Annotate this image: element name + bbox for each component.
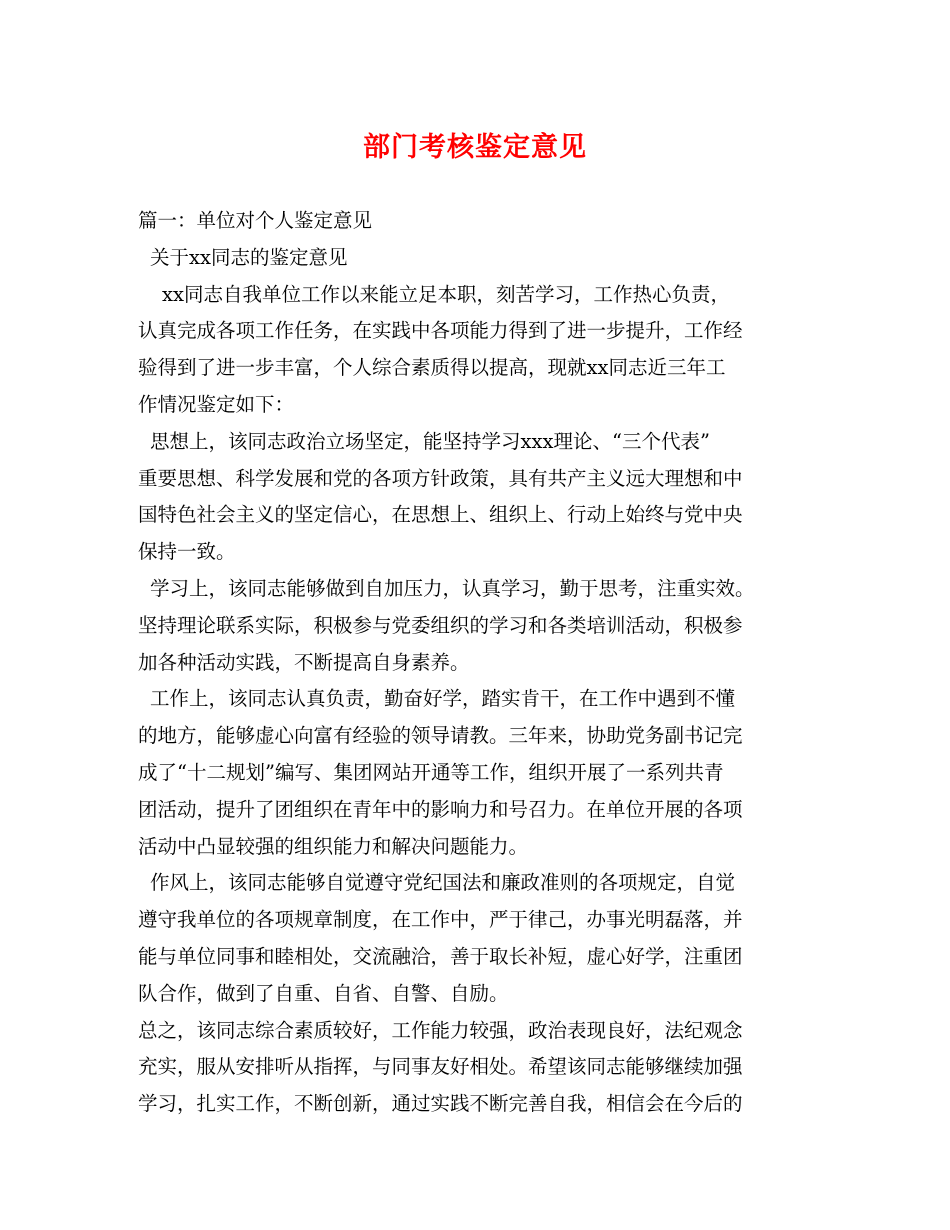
text-line: 作风上，该同志能够自觉遵守党纪国法和廉政准则的各项规定，自觉 [150, 871, 736, 895]
text-line: 思想上，该同志政治立场坚定，能坚持学习xxx理论、“三个代表” [150, 429, 710, 453]
text-line: 学习，扎实工作，不断创新，通过实践不断完善自我，相信会在今后的 [138, 1092, 743, 1116]
text-line: xx同志自我单位工作以来能立足本职，刻苦学习，工作热心负责， [162, 282, 730, 306]
text-line: 队合作，做到了自重、自省、自警、自励。 [138, 981, 509, 1005]
text-line: 篇一：单位对个人鉴定意见 [138, 209, 373, 232]
text-line: 工作上，该同志认真负责，勤奋好学，踏实肯干，在工作中遇到不懂 [150, 687, 736, 711]
text-line: 能与单位同事和睦相处，交流融洽，善于取长补短，虚心好学，注重团 [138, 944, 743, 968]
text-line: 关于xx同志的鉴定意见 [150, 245, 348, 269]
text-line: 验得到了进一步丰富，个人综合素质得以提高，现就xx同志近三年工 [138, 356, 726, 380]
text-line: 活动中凸显较强的组织能力和解决问题能力。 [138, 834, 529, 858]
document-title: 部门考核鉴定意见 [363, 132, 587, 163]
text-line: 重要思想、科学发展和党的各项方针政策，具有共产主义远大理想和中 [138, 466, 743, 490]
text-line: 学习上，该同志能够做到自加压力，认真学习，勤于思考，注重实效。 [150, 576, 755, 600]
text-line: 保持一致。 [138, 540, 236, 564]
text-line: 的地方，能够虚心向富有经验的领导请教。三年来，协助党务副书记完 [138, 724, 743, 748]
text-line: 国特色社会主义的坚定信心，在思想上、组织上、行动上始终与党中央 [138, 503, 743, 527]
text-line: 坚持理论联系实际，积极参与党委组织的学习和各类培训活动，积极参 [138, 613, 743, 637]
text-line: 遵守我单位的各项规章制度，在工作中，严于律己，办事光明磊落，并 [138, 908, 743, 932]
text-line: 成了“十二规划”编写、集团网站开通等工作，组织开展了一系列共青 [138, 760, 724, 784]
text-line: 加各种活动实践，不断提高自身素养。 [138, 650, 470, 674]
text-line: 团活动，提升了团组织在青年中的影响力和号召力。在单位开展的各项 [138, 797, 743, 821]
text-line: 作情况鉴定如下： [138, 392, 295, 416]
text-line: 总之，该同志综合素质较好，工作能力较强，政治表现良好，法纪观念 [138, 1018, 743, 1042]
text-line: 充实，服从安排听从指挥，与同事友好相处。希望该同志能够继续加强 [138, 1055, 743, 1079]
document-body [138, 203, 828, 1123]
text-line: 认真完成各项工作任务，在实践中各项能力得到了进一步提升，工作经 [138, 319, 743, 343]
